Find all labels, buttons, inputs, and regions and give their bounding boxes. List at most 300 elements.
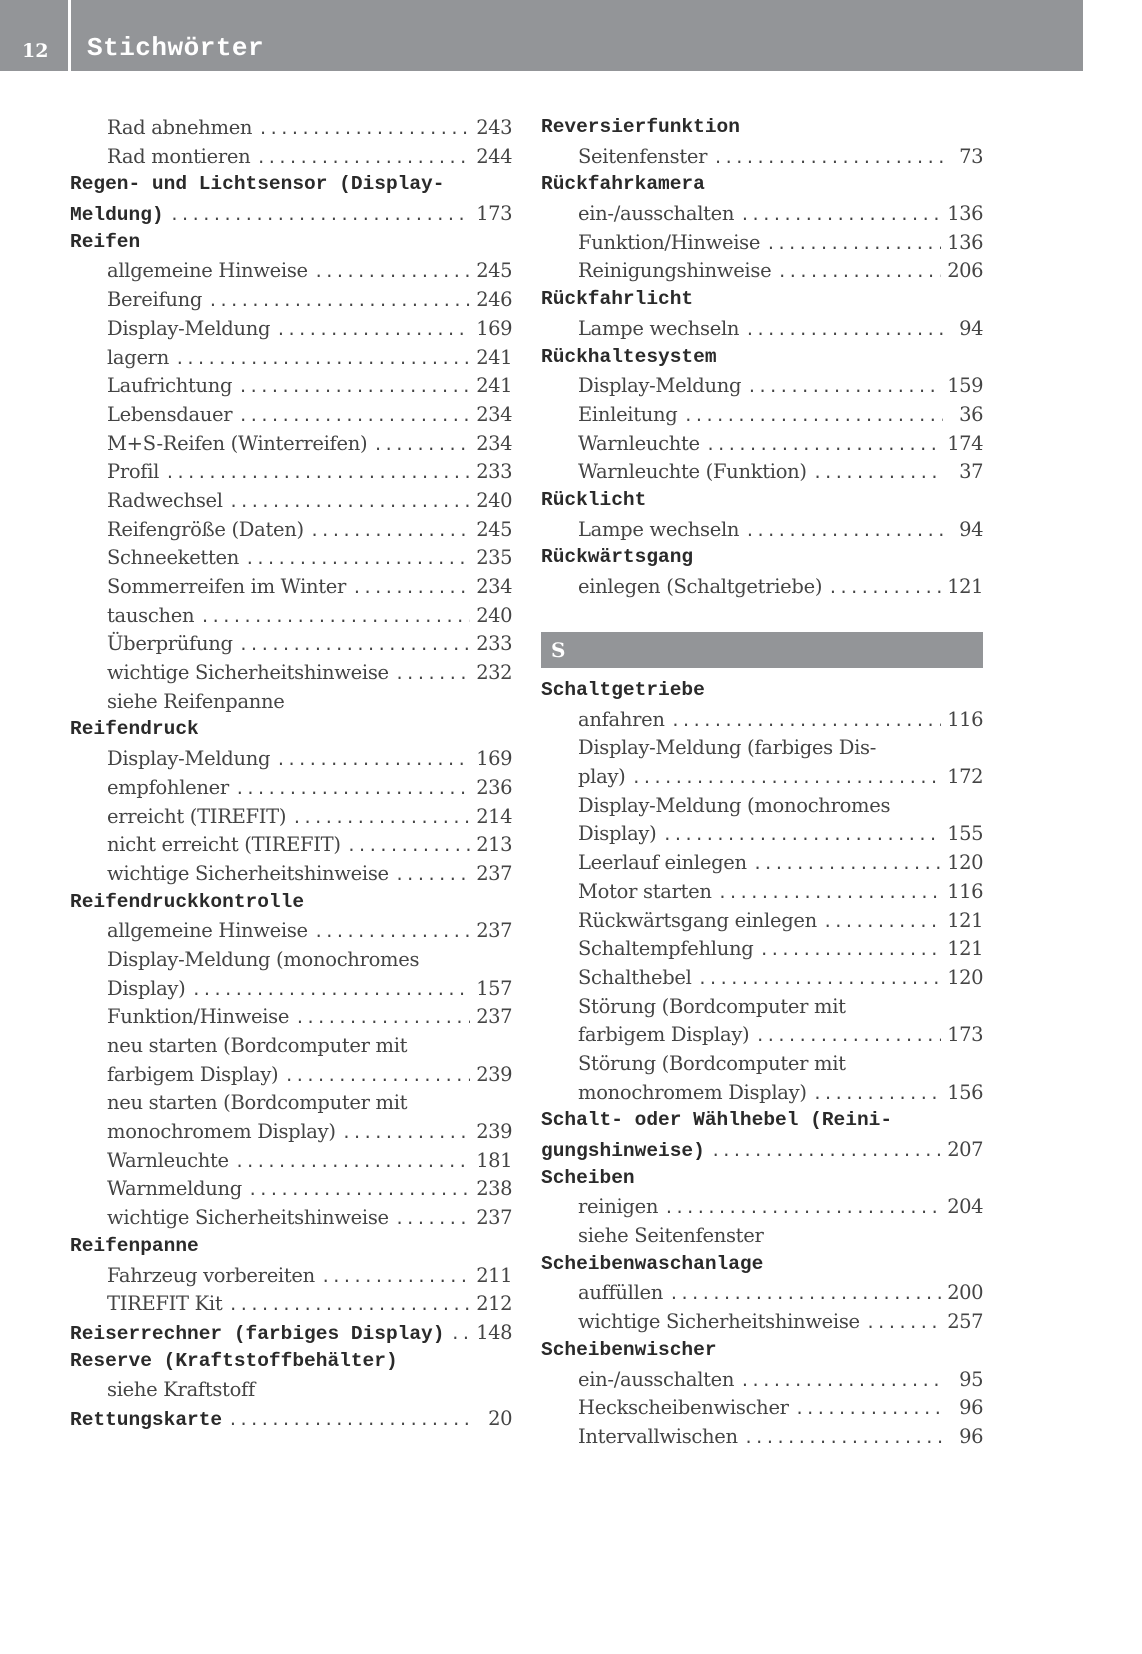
index-heading: [541, 173, 983, 202]
index-subentry[interactable]: [541, 765, 983, 794]
dot-leader: [745, 521, 943, 540]
entry-text: Sommerreifen im Winter: [107, 575, 347, 598]
index-subentry[interactable]: [541, 145, 983, 174]
page-reference[interactable]: 136: [947, 230, 983, 254]
index-subentry[interactable]: [541, 966, 983, 995]
dot-leader: [747, 377, 941, 396]
index-heading: [541, 1339, 983, 1368]
index-heading[interactable]: [70, 1321, 512, 1350]
dot-leader: [248, 1180, 470, 1199]
page-reference[interactable]: 121: [947, 575, 983, 598]
dot-leader: [759, 940, 941, 959]
index-heading: [541, 489, 983, 518]
index-column-right-r: [541, 116, 983, 604]
index-subentry[interactable]: [541, 575, 983, 604]
index-subentry[interactable]: [541, 1281, 983, 1310]
entry-text: Scheibenwaschanlage: [541, 1252, 764, 1275]
index-heading: [541, 1253, 983, 1282]
dot-leader: [295, 1008, 470, 1027]
entry-text: Warnmeldung: [107, 1177, 242, 1201]
dot-leader: [228, 1410, 472, 1429]
index-heading: [541, 1167, 983, 1196]
index-heading: [70, 1235, 512, 1264]
page-reference[interactable]: 36: [959, 402, 983, 426]
entry-text: farbigem Display): [578, 1023, 750, 1047]
page-reference[interactable]: 96: [959, 1424, 983, 1448]
entry-text: Rad abnehmen: [107, 116, 253, 139]
index-subentry[interactable]: [541, 1425, 983, 1454]
dot-leader: [669, 1284, 941, 1303]
page-reference[interactable]: 240: [476, 603, 512, 627]
page-reference[interactable]: 237: [476, 919, 512, 943]
dot-leader: [165, 463, 470, 482]
index-heading: [541, 288, 983, 317]
page-reference[interactable]: 159: [947, 374, 983, 398]
index-subentry[interactable]: [70, 489, 512, 518]
entry-text: Scheibenwischer: [541, 1338, 717, 1361]
dot-leader: [245, 549, 470, 568]
index-subentry[interactable]: [70, 604, 512, 633]
dot-leader: [866, 1313, 941, 1332]
dot-leader: [662, 825, 941, 844]
page-reference[interactable]: 235: [476, 546, 512, 570]
index-subentry[interactable]: [70, 460, 512, 489]
entry-text: siehe Kraftstoff: [107, 1378, 255, 1402]
index-subentry[interactable]: [541, 403, 983, 432]
page-reference[interactable]: 234: [476, 402, 512, 426]
index-subentry[interactable]: [541, 937, 983, 966]
entry-text: Rettungskarte: [70, 1408, 223, 1431]
entry-text: siehe Reifenpanne: [107, 689, 285, 713]
page-reference[interactable]: 213: [476, 833, 512, 857]
entry-text: wichtige Sicherheitshinweise: [107, 661, 389, 685]
index-heading: [70, 231, 512, 260]
dot-leader: [450, 1324, 470, 1343]
index-heading[interactable]: [70, 1407, 512, 1436]
dot-leader: [755, 1026, 941, 1045]
index-subentry[interactable]: [541, 231, 983, 260]
dot-leader: [718, 883, 942, 902]
page-reference[interactable]: 207: [947, 1138, 983, 1161]
entry-text: Motor starten: [578, 879, 712, 903]
entry-text: Fahrzeug vorbereiten: [107, 1263, 315, 1287]
index-subentry: [70, 1378, 512, 1407]
entry-text: Reifenpanne: [70, 1234, 199, 1257]
page-reference[interactable]: 237: [476, 861, 512, 885]
entry-text: neu starten (Bordcomputer mit: [107, 1034, 408, 1057]
entry-text: siehe Seitenfenster: [578, 1224, 764, 1248]
dot-leader: [228, 1295, 470, 1314]
entry-text: neu starten (Bordcomputer mit: [107, 1091, 408, 1115]
entry-text: Lampe wechseln: [578, 517, 740, 541]
page-reference[interactable]: 200: [947, 1281, 983, 1305]
page-reference[interactable]: 37: [959, 460, 983, 484]
entry-text: Display-Meldung: [107, 747, 271, 771]
entry-text: Laufrichtung: [107, 374, 233, 398]
dot-leader: [744, 1428, 943, 1447]
index-column-right-s: [541, 679, 983, 1454]
entry-text: M+S-Reifen (Winterreifen): [107, 431, 368, 455]
entry-text: farbigem Display): [107, 1062, 279, 1086]
entry-text: Rücklicht: [541, 488, 647, 511]
entry-text: TIREFIT Kit: [107, 1292, 223, 1316]
entry-text: allgemeine Hinweise: [107, 259, 308, 283]
index-subentry[interactable]: [70, 403, 512, 432]
page-reference[interactable]: 240: [476, 488, 512, 512]
index-subentry[interactable]: [70, 346, 512, 375]
page-reference[interactable]: 206: [947, 259, 983, 283]
index-heading[interactable]: [541, 1138, 983, 1167]
index-subentry[interactable]: [541, 1023, 983, 1052]
entry-text: Display): [578, 822, 657, 846]
entry-text: Einleitung: [578, 402, 678, 426]
dot-leader: [238, 406, 470, 425]
index-subentry[interactable]: [541, 374, 983, 403]
page-reference[interactable]: 94: [959, 517, 983, 541]
page-reference[interactable]: 234: [476, 575, 512, 598]
index-subentry[interactable]: [541, 317, 983, 346]
index-subentry[interactable]: [70, 1005, 512, 1034]
dot-leader: [235, 779, 470, 798]
page-reference[interactable]: 121: [947, 908, 983, 932]
header-divider: [68, 0, 71, 71]
entry-text: Profil: [107, 460, 160, 484]
dot-leader: [342, 1123, 471, 1142]
index-subentry[interactable]: [541, 1310, 983, 1339]
entry-text: Schalt- oder Wählhebel (Reini-: [541, 1109, 893, 1132]
index-subentry[interactable]: [70, 288, 512, 317]
page-reference[interactable]: 95: [959, 1367, 983, 1391]
page-reference[interactable]: 243: [476, 116, 512, 139]
page-reference[interactable]: 237: [476, 1206, 512, 1230]
entry-text: Schneeketten: [107, 546, 240, 570]
page-reference[interactable]: 239: [476, 1062, 512, 1086]
entry-text: ein-/ausschalten: [578, 202, 735, 226]
entry-text: Display-Meldung (monochromes: [578, 793, 891, 817]
dot-leader: [258, 119, 470, 138]
dot-leader: [256, 148, 470, 167]
index-subentry[interactable]: [70, 1264, 512, 1293]
index-subentry[interactable]: [70, 833, 512, 862]
dot-leader: [200, 607, 470, 626]
entry-text: Reifengröße (Daten): [107, 517, 304, 541]
dot-leader: [711, 1141, 941, 1160]
dot-leader: [239, 635, 471, 654]
page-reference[interactable]: 236: [476, 775, 512, 799]
page-reference[interactable]: 73: [959, 144, 983, 168]
index-subentry[interactable]: [70, 575, 512, 604]
index-subentry[interactable]: [70, 1206, 512, 1235]
page-reference[interactable]: 238: [476, 1177, 512, 1201]
index-subentry: [541, 1224, 983, 1253]
index-subentry[interactable]: [541, 1081, 983, 1110]
entry-text: Reifen: [70, 230, 141, 253]
index-heading: [541, 1109, 983, 1138]
entry-text: Lebensdauer: [107, 402, 233, 426]
page-reference[interactable]: 239: [476, 1120, 512, 1144]
page-reference[interactable]: 237: [476, 1005, 512, 1029]
index-subentry[interactable]: [541, 909, 983, 938]
dot-leader: [766, 234, 941, 253]
page-reference[interactable]: 120: [947, 965, 983, 989]
page-reference[interactable]: 148: [476, 1320, 512, 1344]
index-subentry[interactable]: [70, 116, 512, 145]
entry-text: Störung (Bordcomputer mit: [578, 1051, 846, 1075]
dot-leader: [373, 435, 470, 454]
entry-text: Rad montieren: [107, 144, 251, 168]
entry-text: Warnleuchte: [578, 431, 700, 455]
dot-leader: [713, 148, 943, 167]
page-reference[interactable]: 212: [476, 1292, 512, 1316]
dot-leader: [753, 854, 941, 873]
entry-text: Reserve (Kraftstoffbehälter): [70, 1349, 398, 1372]
page-reference[interactable]: 211: [476, 1263, 512, 1287]
page-reference[interactable]: 233: [476, 460, 512, 484]
index-heading: [70, 718, 512, 747]
entry-text: einlegen (Schaltgetriebe): [578, 575, 823, 598]
page-number: 12: [22, 40, 49, 62]
section-letter-band: [541, 632, 983, 668]
dot-leader: [314, 922, 470, 941]
page-reference[interactable]: 233: [476, 632, 512, 656]
entry-text: Rückfahrlicht: [541, 288, 694, 311]
dot-leader: [745, 320, 943, 339]
dot-leader: [828, 578, 941, 597]
dot-leader: [175, 349, 470, 368]
entry-text: Rückfahrkamera: [541, 173, 705, 196]
page-reference[interactable]: 181: [476, 1148, 512, 1172]
index-subentry[interactable]: [541, 822, 983, 851]
index-subentry[interactable]: [541, 432, 983, 461]
dot-leader: [395, 664, 470, 683]
entry-text: Schalthebel: [578, 965, 692, 989]
index-subentry[interactable]: [541, 1368, 983, 1397]
entry-text: lagern: [107, 345, 169, 369]
page-reference[interactable]: 116: [947, 879, 983, 903]
index-subentry[interactable]: [70, 805, 512, 834]
entry-text: Display-Meldung: [107, 316, 271, 340]
page-reference[interactable]: 173: [476, 202, 512, 226]
entry-text: Meldung): [70, 204, 164, 227]
index-subentry[interactable]: [541, 1396, 983, 1425]
page-reference[interactable]: 172: [947, 765, 983, 789]
entry-text: empfohlener: [107, 775, 229, 799]
entry-text: Display-Meldung: [578, 374, 742, 398]
index-subentry[interactable]: [70, 776, 512, 805]
dot-leader: [664, 1198, 941, 1217]
entry-text: Bereifung: [107, 288, 203, 312]
entry-text: nicht erreicht (TIREFIT): [107, 833, 341, 857]
page-reference[interactable]: 232: [476, 661, 512, 685]
dot-leader: [352, 578, 470, 597]
entry-text: Schaltgetriebe: [541, 679, 705, 701]
index-subentry[interactable]: [541, 460, 983, 489]
index-subentry: [541, 1052, 983, 1081]
index-subentry[interactable]: [541, 851, 983, 880]
index-subentry[interactable]: [70, 1063, 512, 1092]
entry-text: tauschen: [107, 603, 195, 627]
entry-text: Reifendruck: [70, 718, 199, 741]
page-reference[interactable]: 257: [947, 1310, 983, 1334]
dot-leader: [813, 1084, 942, 1103]
entry-text: Heckscheibenwischer: [578, 1396, 789, 1420]
entry-text: Überprüfung: [107, 632, 233, 656]
entry-text: Funktion/Hinweise: [107, 1005, 290, 1029]
entry-text: Display-Meldung (monochromes: [107, 947, 420, 971]
dot-leader: [314, 262, 470, 281]
entry-text: wichtige Sicherheitshinweise: [578, 1310, 860, 1334]
index-heading: [70, 1350, 512, 1379]
entry-text: reinigen: [578, 1195, 659, 1219]
dot-leader: [706, 435, 942, 454]
dot-leader: [191, 980, 470, 999]
dot-leader: [740, 1371, 943, 1390]
index-subentry: [541, 794, 983, 823]
dot-leader: [276, 320, 470, 339]
entry-text: Reiserrechner (farbiges Display): [70, 1322, 445, 1345]
entry-text: Reifendruckkontrolle: [70, 890, 305, 913]
dot-leader: [698, 969, 942, 988]
index-subentry[interactable]: [70, 661, 512, 690]
entry-text: Schaltempfehlung: [578, 937, 754, 961]
page-reference[interactable]: 244: [476, 144, 512, 168]
index-subentry[interactable]: [541, 259, 983, 288]
page-reference[interactable]: 241: [476, 374, 512, 398]
index-heading: [541, 116, 983, 145]
page-header: [0, 0, 1083, 71]
entry-text: monochromem Display): [578, 1080, 807, 1104]
dot-leader: [238, 377, 470, 396]
index-subentry[interactable]: [70, 432, 512, 461]
index-subentry[interactable]: [541, 708, 983, 737]
index-subentry[interactable]: [70, 919, 512, 948]
entry-text: Warnleuchte: [107, 1148, 229, 1172]
entry-text: Rückhaltesystem: [541, 345, 717, 368]
page-reference[interactable]: 169: [476, 316, 512, 340]
dot-leader: [395, 1209, 470, 1228]
index-subentry[interactable]: [70, 632, 512, 661]
page-reference[interactable]: 96: [959, 1396, 983, 1420]
page-reference[interactable]: 156: [947, 1080, 983, 1104]
dot-leader: [347, 836, 471, 855]
index-subentry[interactable]: [70, 145, 512, 174]
index-subentry[interactable]: [70, 1120, 512, 1149]
entry-text: gungshinweise): [541, 1140, 705, 1162]
dot-leader: [777, 262, 941, 281]
page-reference[interactable]: 120: [947, 851, 983, 875]
entry-text: allgemeine Hinweise: [107, 919, 308, 943]
index-subentry[interactable]: [541, 202, 983, 231]
index-subentry[interactable]: [541, 880, 983, 909]
entry-text: Intervallwischen: [578, 1424, 738, 1448]
entry-text: Regen- und Lichtsensor (Display-: [70, 173, 445, 196]
index-subentry: [70, 1091, 512, 1120]
index-subentry[interactable]: [70, 1292, 512, 1321]
index-subentry[interactable]: [70, 518, 512, 547]
dot-leader: [276, 750, 470, 769]
page-reference[interactable]: 173: [947, 1023, 983, 1047]
page-reference[interactable]: 245: [476, 517, 512, 541]
dot-leader: [292, 808, 470, 827]
entry-text: wichtige Sicherheitshinweise: [107, 861, 389, 885]
index-subentry[interactable]: [70, 546, 512, 575]
entry-text: Rückwärtsgang: [541, 546, 694, 569]
index-subentry[interactable]: [70, 374, 512, 403]
dot-leader: [229, 492, 471, 511]
page-reference[interactable]: 20: [488, 1406, 512, 1430]
index-subentry[interactable]: [70, 317, 512, 346]
entry-text: Radwechsel: [107, 488, 223, 512]
index-subentry: [541, 995, 983, 1024]
entry-text: anfahren: [578, 707, 665, 731]
dot-leader: [208, 291, 470, 310]
index-subentry: [70, 1034, 512, 1063]
page-reference[interactable]: 94: [959, 316, 983, 340]
page-reference[interactable]: 116: [947, 707, 983, 731]
dot-leader: [310, 521, 470, 540]
index-subentry[interactable]: [70, 1177, 512, 1206]
index-subentry[interactable]: [70, 259, 512, 288]
page-reference[interactable]: 157: [476, 976, 512, 1000]
dot-leader: [823, 912, 941, 931]
page-reference[interactable]: 246: [476, 288, 512, 312]
index-subentry[interactable]: [70, 1149, 512, 1178]
entry-text: Funktion/Hinweise: [578, 230, 761, 254]
entry-text: Lampe wechseln: [578, 316, 740, 340]
index-subentry: [541, 736, 983, 765]
index-subentry[interactable]: [70, 977, 512, 1006]
index-heading[interactable]: [70, 202, 512, 231]
page-reference[interactable]: 174: [947, 431, 983, 455]
page-reference[interactable]: 234: [476, 431, 512, 455]
index-column-left: [70, 116, 512, 1436]
page-reference[interactable]: 169: [476, 747, 512, 771]
index-subentry[interactable]: [541, 518, 983, 547]
index-heading: [70, 173, 512, 202]
index-subentry[interactable]: [70, 862, 512, 891]
entry-text: Reinigungshinweise: [578, 259, 772, 283]
dot-leader: [795, 1399, 943, 1418]
dot-leader: [683, 406, 943, 425]
index-subentry[interactable]: [70, 747, 512, 776]
entry-text: Display-Meldung (farbiges Dis-: [578, 736, 877, 760]
page-reference[interactable]: 214: [476, 804, 512, 828]
entry-text: Warnleuchte (Funktion): [578, 460, 807, 484]
entry-text: wichtige Sicherheitshinweise: [107, 1206, 389, 1230]
page-reference[interactable]: 241: [476, 345, 512, 369]
entry-text: erreicht (TIREFIT): [107, 804, 287, 828]
index-heading: [70, 891, 512, 920]
entry-text: Reversierfunktion: [541, 116, 740, 138]
dot-leader: [235, 1152, 471, 1171]
section-letter: S: [551, 638, 566, 662]
page-reference[interactable]: 155: [947, 822, 983, 846]
entry-text: Leerlauf einlegen: [578, 851, 747, 875]
entry-text: Störung (Bordcomputer mit: [578, 994, 846, 1018]
dot-leader: [740, 205, 941, 224]
index-subentry: [70, 948, 512, 977]
page-reference[interactable]: 245: [476, 259, 512, 283]
entry-text: Seitenfenster: [578, 144, 708, 168]
page-reference[interactable]: 136: [947, 202, 983, 226]
page-reference[interactable]: 121: [947, 937, 983, 961]
dot-leader: [321, 1267, 470, 1286]
entry-text: monochromem Display): [107, 1120, 336, 1144]
index-subentry[interactable]: [541, 1195, 983, 1224]
index-heading: [541, 679, 983, 708]
index-heading: [541, 546, 983, 575]
page-reference[interactable]: 204: [947, 1195, 983, 1219]
